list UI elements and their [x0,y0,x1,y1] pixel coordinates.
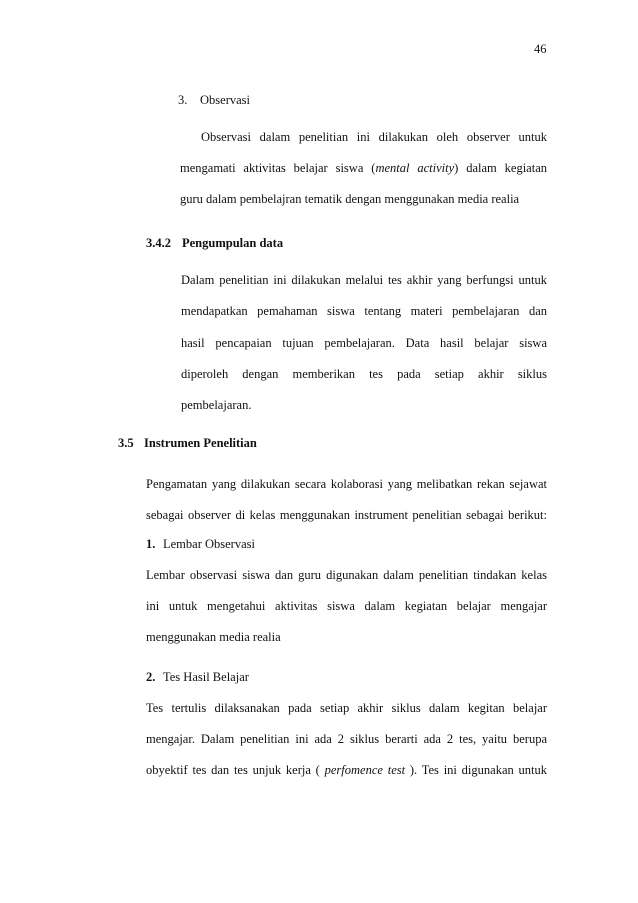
instrumen-intro-line-1: Pengamatan yang dilakukan secara kolaborasi yang melibatkan rekan sejawat [146,477,547,491]
page-number: 46 [534,42,547,56]
observasi-line-2: mengamati aktivitas belajar siswa (mental activity) dalam kegiatan [180,161,548,175]
item-1-title: Lembar Observasi [163,537,255,551]
instrumen-title: Instrumen Penelitian [144,436,257,450]
observasi-line-3: guru dalam pembelajran tematik dengan menggunakan media realia [180,192,520,206]
observasi-line-1: Observasi dalam penelitian ini dilakukan oleh observer untuk [201,130,547,144]
pengumpulan-title: Pengumpulan data [182,236,284,250]
item-lembar-observasi-heading [146,537,255,552]
lembar-observasi-line-3: menggunakan media realia [146,630,281,644]
tes-hasil-line-2: mengajar. Dalam penelitian ini ada 2 siklus berarti ada 2 tes, yaitu berupa [146,732,547,746]
item-2-title: Tes Hasil Belajar [163,670,249,684]
pengumpulan-heading [146,236,283,251]
observasi-title: Observasi [200,93,250,107]
pengumpulan-number: 3.4.2 [146,236,171,250]
lembar-observasi-line-2: ini untuk mengetahui aktivitas siswa dalam kegiatan belajar mengajar [146,599,547,613]
perfomence-test-term: perfomence test [324,763,406,777]
pengumpulan-line-1: Dalam penelitian ini dilakukan melalui tes akhir yang berfungsi untuk [181,273,547,287]
tes-hasil-line-3: obyektif tes dan tes unjuk kerja ( perfomence test ). Tes ini digunakan untuk [146,763,548,777]
instrumen-intro-line-2: sebagai observer di kelas menggunakan instrument penelitian sebagai berikut: [146,508,547,522]
item-tes-hasil-belajar-heading [146,670,249,685]
pengumpulan-line-2: mendapatkan pemahaman siswa tentang materi pembelajaran dan [181,304,547,318]
instrumen-heading [118,436,257,451]
tes-hasil-line-1: Tes tertulis dilaksanakan pada setiap akhir siklus dalam kegitan belajar [146,701,547,715]
mental-activity-term: mental activity [375,161,455,175]
pengumpulan-line-4: diperoleh dengan memberikan tes pada setiap akhir siklus [181,367,547,381]
item-1-number: 1. [146,537,156,551]
lembar-observasi-line-1: Lembar observasi siswa dan guru digunakan dalam penelitian tindakan kelas [146,568,547,582]
observasi-heading [178,93,250,108]
pengumpulan-line-5: pembelajaran. [181,398,252,412]
observasi-number: 3. [178,93,188,107]
instrumen-number: 3.5 [118,436,134,450]
item-2-number: 2. [146,670,156,684]
pengumpulan-line-3: hasil pencapaian tujuan pembelajaran. Data hasil belajar siswa [181,336,547,350]
